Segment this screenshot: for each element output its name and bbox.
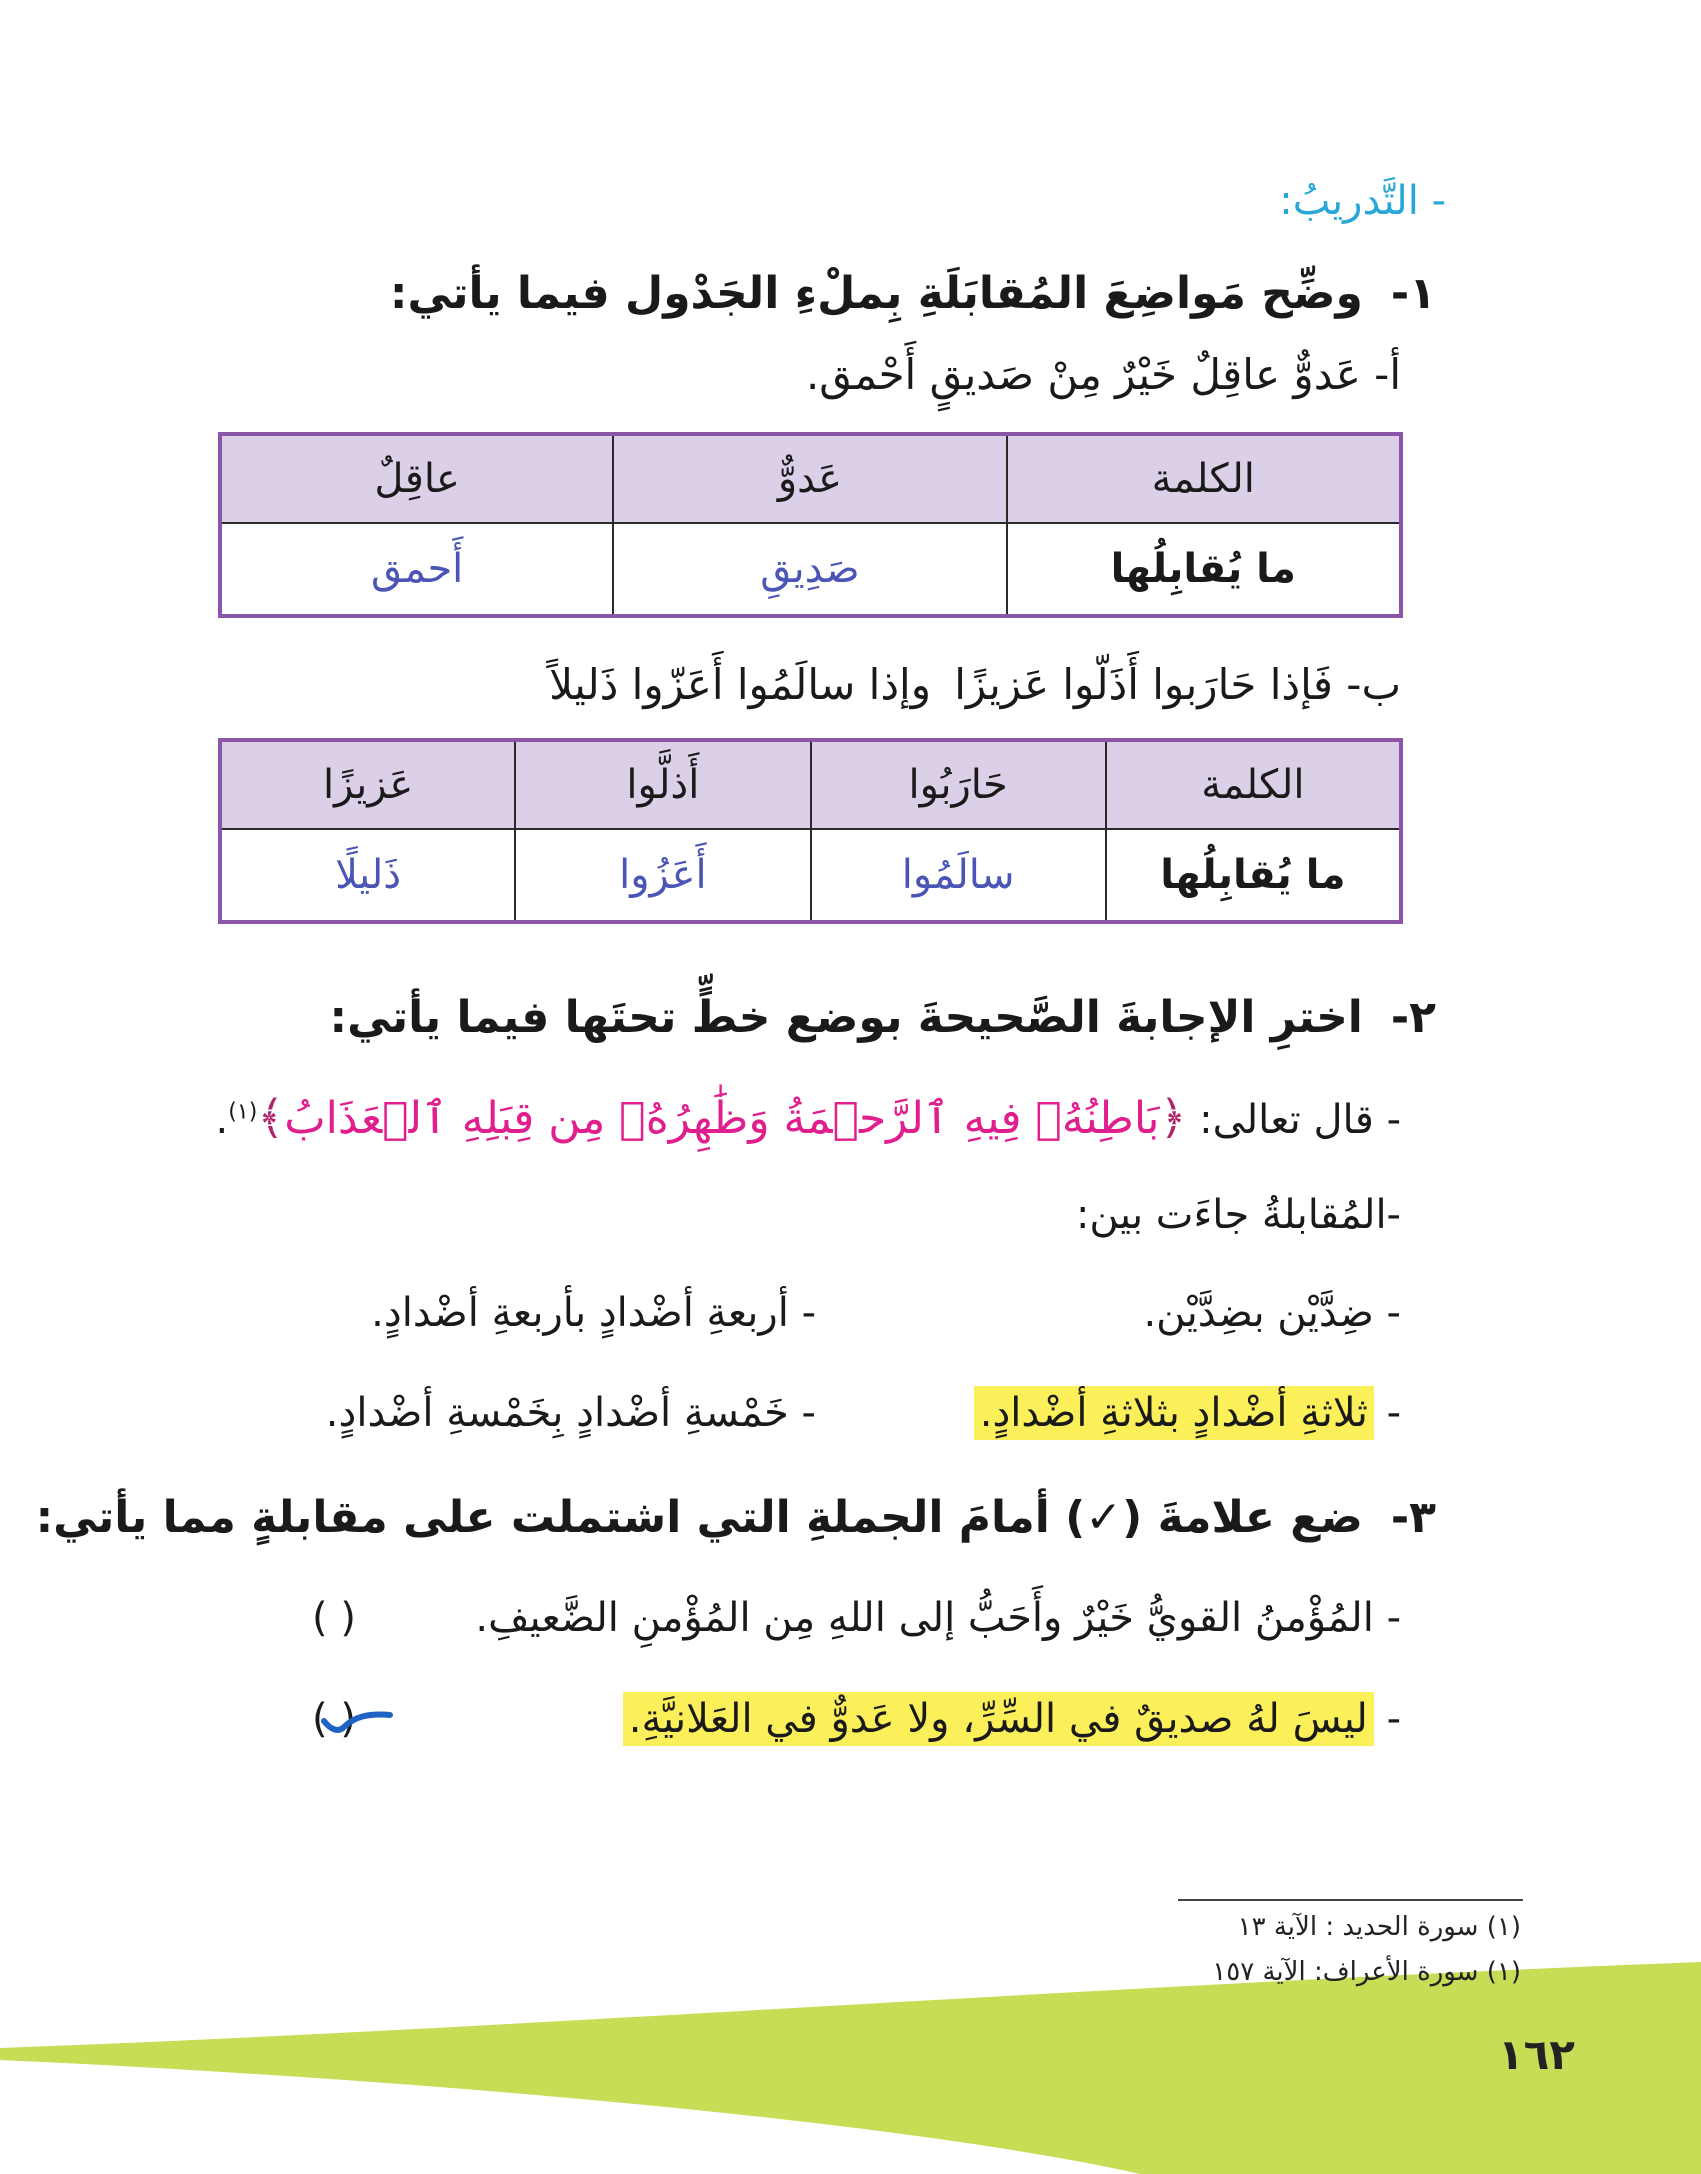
q1-sentence-b-part2: وإذا سالَمُوا أَعَزّوا ذَليلاً xyxy=(549,660,931,709)
section-title: - التَّدريبُ: xyxy=(1279,178,1446,224)
q1-sentence-a: أ- عَدوٌّ عاقِلٌ خَيْرٌ مِنْ صَديقٍ أَحْمق. xyxy=(805,350,1401,399)
q2-option-highlighted xyxy=(974,1390,1401,1436)
table-b-header-row xyxy=(220,740,1401,829)
table-b-header-cell: أَذلَّوا xyxy=(515,740,810,829)
footnote-marker: (١) xyxy=(228,1099,258,1125)
table-a-header-cell: عَدوٌّ xyxy=(613,434,1006,523)
footnote: (١) سورة الحديد : الآية ١٣ xyxy=(1237,1912,1521,1942)
q3-answer-box[interactable]: ( ) xyxy=(312,1696,356,1742)
question-1-instruction: وضِّح مَواضِعَ المُقابَلَةِ بِملْءِ الجَدْول فيما يأتي: xyxy=(389,268,1363,319)
q3-answer-box[interactable]: ( ) xyxy=(312,1595,356,1641)
footnote-divider xyxy=(1178,1899,1523,1901)
q3-item-dash: - xyxy=(1386,1595,1401,1641)
q2-quote-intro: - قال تعالى: xyxy=(1199,1097,1401,1143)
ornate-bracket-close: ﴾ xyxy=(257,1090,285,1144)
table-b-row-label: ما يُقابِلُها xyxy=(1106,829,1401,922)
quran-verse: بَاطِنُهُۥ فِيهِ ٱلرَّحۡمَةُ وَظَٰهِرُهُۥ مِن قِبَلِهِ ٱلۡعَذَابُ xyxy=(284,1093,1160,1144)
table-a-row-label: ما يُقابِلُها xyxy=(1007,523,1401,616)
q2-quote-line xyxy=(216,1090,1401,1144)
q3-item xyxy=(475,1595,1401,1641)
q3-item xyxy=(623,1696,1401,1742)
handwritten-check-icon xyxy=(320,1707,394,1735)
table-a-header-row xyxy=(220,434,1401,523)
table-a-answer-cell: صَدِيقِ xyxy=(613,523,1006,616)
table-b-header-cell: عَزيزًا xyxy=(220,740,515,829)
table-b-header-cell: حَارَبُوا xyxy=(811,740,1106,829)
q2-option: - أربعةِ أضْدادٍ بأربعةِ أضْدادٍ. xyxy=(371,1290,816,1336)
q2-option: - ضِدَّيْن بضِدَّيْن. xyxy=(1143,1290,1401,1336)
q2-lead-text: -المُقابلةُ جاءَت بين: xyxy=(1075,1192,1401,1238)
table-b-answer-cell: أَعَزُوا xyxy=(515,829,810,922)
verse-period: . xyxy=(215,1097,229,1143)
q2-option: - خَمْسةِ أضْدادٍ بِخَمْسةِ أضْدادٍ. xyxy=(325,1390,816,1436)
table-a-answer-cell: أَحمق xyxy=(220,523,613,616)
q3-correct-item-highlight: ليسَ لهُ صديقٌ في السِّرِّ، ولا عَدوٌّ في العَلانيَّةِ. xyxy=(623,1692,1374,1746)
question-2-instruction: اخترِ الإجابةَ الصَّحيحةَ بوضع خطٍّ تحتَها فيما يأتي: xyxy=(329,992,1363,1043)
q3-item-dash: - xyxy=(1386,1696,1401,1742)
q1-table-a xyxy=(218,432,1403,618)
table-a-answer-row xyxy=(220,523,1401,616)
page-number: ١٦٢ xyxy=(1498,2030,1575,2079)
table-b-answer-cell: سالَمُوا xyxy=(811,829,1106,922)
question-3-number: ٣- xyxy=(1390,1492,1436,1543)
q1-sentence-b-part1: ب- فَإذا حَارَبوا أَذَلّوا عَزيزًا xyxy=(954,660,1401,709)
question-3-heading xyxy=(36,1492,1436,1543)
question-1-number: ١- xyxy=(1390,268,1436,319)
q2-correct-answer-highlight: ثلاثةِ أضْدادٍ بثلاثةِ أضْدادٍ. xyxy=(974,1386,1374,1440)
table-a-header-cell: عاقِلٌ xyxy=(220,434,613,523)
q3-item-text: المُؤْمنُ القويُّ خَيْرٌ وأَحَبُّ إلى اللهِ مِن المُؤْمنِ الضَّعيفِ. xyxy=(475,1595,1374,1641)
q2-option-dash: - xyxy=(1386,1390,1401,1436)
footnote: (١) سورة الأعراف: الآية ١٥٧ xyxy=(1212,1957,1521,1987)
table-b-answer-row xyxy=(220,829,1401,922)
ornate-bracket-open: ﴿ xyxy=(1159,1090,1187,1144)
question-3-instruction: ضع علامةَ (✓) أمامَ الجملةِ التي اشتملت على مقابلةٍ مما يأتي: xyxy=(35,1492,1363,1543)
question-2-heading xyxy=(329,992,1436,1043)
q1-table-b xyxy=(218,738,1403,924)
table-b-answer-cell: ذَليلًا xyxy=(220,829,515,922)
question-1-heading xyxy=(390,268,1436,319)
table-b-header-cell: الكلمة xyxy=(1106,740,1401,829)
question-2-number: ٢- xyxy=(1390,992,1436,1043)
table-a-header-cell: الكلمة xyxy=(1007,434,1401,523)
